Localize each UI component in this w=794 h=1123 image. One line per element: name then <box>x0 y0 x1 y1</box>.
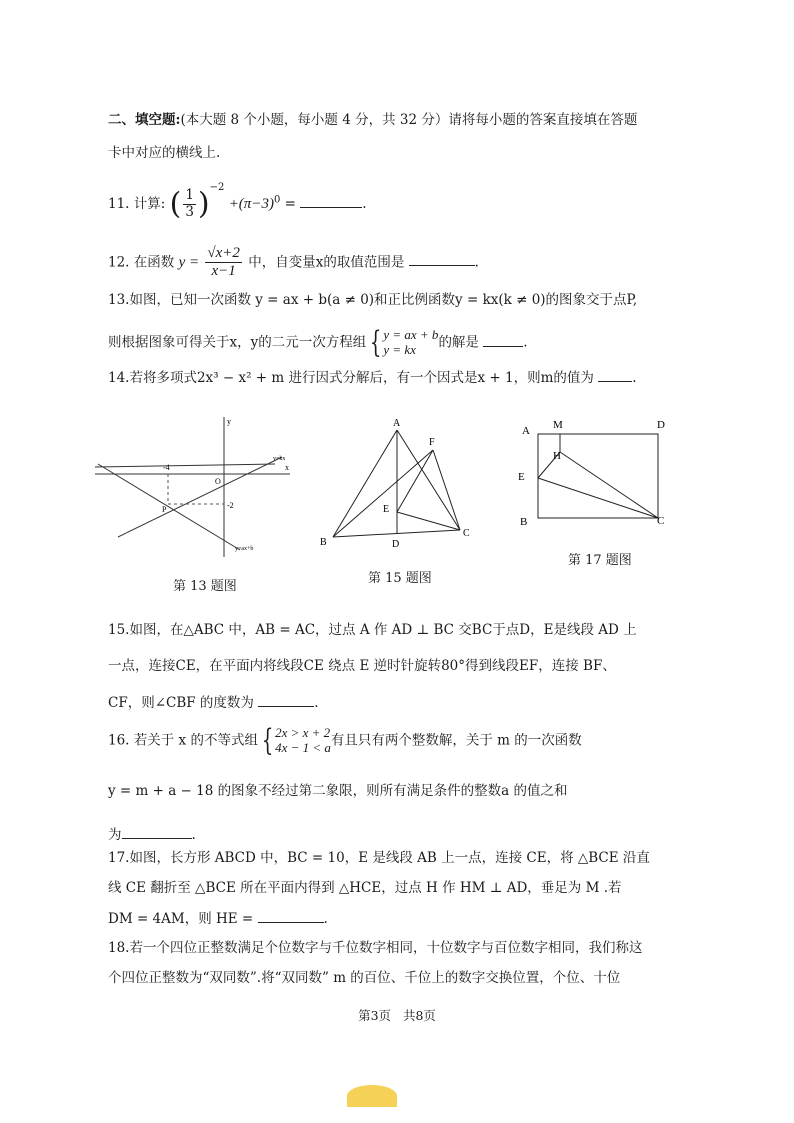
question-14: 14.若将多项式2x³ − x² + m 进行因式分解后，有一个因式是x + 1，则m的值为 . <box>108 370 637 386</box>
question-17-line2: 线 CE 翻折至 △BCE 所在平面内得到 △HCE，过点 H 作 HM ⊥ AD，垂足为 M .若 <box>108 880 622 896</box>
fig17-label-b: B <box>520 516 528 528</box>
fig17-label-e: E <box>518 471 525 483</box>
fig17-label-m: M <box>553 419 563 431</box>
fig15-label-f: F <box>429 437 435 448</box>
figure-15-triangle <box>315 412 475 552</box>
fig17-label-d: D <box>657 419 665 431</box>
section-heading: 二、填空题: <box>108 112 181 128</box>
question-15-line3: CF，则∠CBF 的度数为 . <box>108 695 319 711</box>
question-16-line2: y = m + a − 18 的图象不经过第二象限，则所有满足条件的整数a 的值之和 <box>108 783 568 799</box>
figure-17-rectangle <box>510 412 675 537</box>
fig13-label-yaxb: y=ax+b <box>235 546 254 552</box>
q14-answer-blank <box>598 369 632 382</box>
fig13-label-x: x <box>285 463 289 472</box>
page-total: 共8页 <box>402 1008 436 1023</box>
figure-13-caption: 第 13 题图 <box>173 579 237 594</box>
fig13-label-p: P <box>162 505 167 514</box>
question-17-line3: DM = 4AM，则 HE = . <box>108 911 328 927</box>
q11-expression: +(π−3) <box>228 196 274 212</box>
figure-15-caption: 第 15 题图 <box>368 571 432 586</box>
question-16-line3: 为 . <box>108 827 196 843</box>
question-18-line1: 18.若一个四位正整数满足个位数字与千位数字相同，十位数字与百位数字相同，我们称这 <box>108 940 643 956</box>
figure-17-caption: 第 17 题图 <box>568 553 632 568</box>
q16-inequality-system: 2x > x + 2 4x − 1 < a <box>275 725 331 755</box>
q11-answer-blank <box>300 195 362 208</box>
fig13-label-o: O <box>215 477 221 486</box>
fig15-label-a: A <box>393 418 401 429</box>
fig17-label-c: C <box>657 515 665 527</box>
fig13-label-neg2: -2 <box>227 501 234 510</box>
fig15-label-c: C <box>463 528 470 539</box>
q11-exponent: −2 <box>209 182 225 193</box>
fig15-label-d: D <box>392 539 400 550</box>
question-13-line2: 则根据图象可得关于x，y的二元一次方程组 { y = ax + b y = kx 的解是 . <box>108 325 528 360</box>
q15-answer-blank <box>258 694 314 707</box>
q16-answer-blank <box>122 826 192 839</box>
fig17-label-h: H <box>553 450 561 462</box>
page-footer <box>0 1006 794 1024</box>
fig13-label-ykx: y=kx <box>273 456 286 462</box>
section-instruction-cont: 卡中对应的横线上. <box>108 145 221 161</box>
fig17-label-a: A <box>522 425 530 437</box>
question-18-line2: 个四位正整数为“双同数”.将“双同数” m 的百位、千位上的数字交换位置，个位、十位 <box>108 970 621 986</box>
q11-fraction: $\frac{1}{3}$ <box>185 187 194 220</box>
q12-answer-blank <box>409 253 475 266</box>
fig15-label-e: E <box>383 504 390 515</box>
q11-prefix: 11. 计算: <box>108 196 166 212</box>
q13-answer-blank <box>483 334 523 347</box>
question-12: 12. 在函数 y = $\frac{√x+2}{x-1}$ 中，自变量x的取值范围是 . <box>108 245 479 280</box>
question-15-line1: 15.如图，在△ABC 中，AB = AC，过点 A 作 AD ⊥ BC 交BC于点D，E是线段 AD 上 <box>108 622 637 638</box>
question-11: 11. 计算: ( $\frac{1}{3}$ )$^{-2} +(\pi-3)^0$ = . <box>108 182 367 222</box>
fig13-label-neg4: -4 <box>163 463 170 472</box>
q13-equation-system: y = ax + b y = kx <box>383 327 439 357</box>
figure-13-graph <box>90 412 300 562</box>
q17-answer-blank <box>258 910 324 923</box>
page-number: 第3页 <box>358 1008 392 1023</box>
fig15-label-b: B <box>320 537 327 548</box>
question-16-line1: 16. 若关于 x 的不等式组 { 2x > x + 2 4x − 1 < a有且只有两个整数解，关于 m 的一次函数 <box>108 723 582 758</box>
q12-fraction: $\frac{√x+2}{x-1}$ <box>207 245 240 280</box>
question-17-line1: 17.如图，长方形 ABCD 中，BC = 10，E 是线段 AB 上一点，连接 CE，将 △BCE 沿直 <box>108 850 650 866</box>
section-instruction-line <box>108 112 637 128</box>
line-ykx <box>118 457 282 537</box>
question-13-line1: 13.如图，已知一次函数 y = ax + b(a ≠ 0)和正比例函数y = kx(k ≠ 0)的图象交于点P, <box>108 292 638 308</box>
section-instruction: (本大题 8 个小题，每小题 4 分，共 32 分）请将每小题的答案直接填在答题 <box>180 112 638 128</box>
scan-smudge <box>347 1085 397 1107</box>
question-15-line2: 一点，连接CE，在平面内将线段CE 绕点 E 逆时针旋转80°得到线段EF，连接 BF、 <box>108 658 616 674</box>
fig13-label-y: y <box>227 417 231 426</box>
